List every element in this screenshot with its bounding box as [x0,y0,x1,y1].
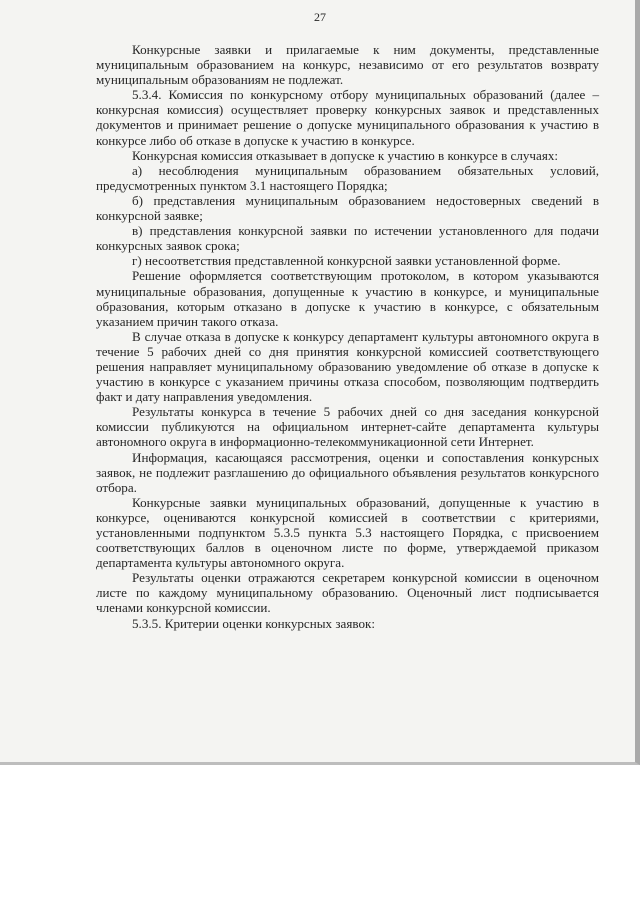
paragraph: в) представления конкурсной заявки по истечении установленного для подачи конкурсных заявок срока; [96,223,599,254]
paragraph: Конкурсная комиссия отказывает в допуске к участию в конкурсе в случаях: [132,147,559,163]
paragraph: Информация, касающаяся рассмотрения, оценки и сопоставления конкурсных заявок, не подлежит разглашению до официального объявления результатов конкурсного отбора. [96,449,599,495]
document-body [96,42,599,631]
paragraph: Результаты оценки отражаются секретарем конкурсной комиссии в оценочном листе по каждому муниципальному образованию. Оценочный лист подписывается членами конкурсной комиссии. [96,570,599,616]
paragraph: Конкурсные заявки и прилагаемые к ним документы, представленные муниципальным образованием на конкурс, независимо от его результатов возврату муниципальным образованиям не подлежат. [96,42,599,88]
blank-area [0,765,640,905]
page-number: 27 [314,10,326,24]
paragraph: Результаты конкурса в течение 5 рабочих дней со дня заседания конкурсной комиссии публикуются на официальном интернет-сайте департамента культуры автономного округа в информационно-телекоммуникационной сети Интернет. [96,404,599,450]
paragraph: а) несоблюдения муниципальным образованием обязательных условий, предусмотренных пунктом 3.1 настоящего Порядка; [96,162,599,193]
paragraph: Конкурсные заявки муниципальных образований, допущенные к участию в конкурсе, оцениваются конкурсной комиссией в соответствии с критериями, установленными подпунктом 5.3.5 пункта 5.3 настоящего Порядка, с присвоением соответствующих баллов в оценочном листе по форме, утверждаемой приказом департамента культуры автономного округа. [96,494,599,571]
paragraph: 5.3.5. Критерии оценки конкурсных заявок: [132,615,376,631]
paragraph: б) представления муниципальным образованием недостоверных сведений в конкурсной заявке; [96,192,599,224]
paragraph: В случае отказа в допуске к конкурсу департамент культуры автономного округа в течение 5 рабочих дней со дня принятия конкурсной комиссией соответствующего решения направляет муниципальному образованию уведомление об отказе в допуске к участию в конкурсе с указанием причины отказа способом, позволяющим подтвердить факт и дату направления уведомления. [96,328,599,405]
paragraph: г) несоответствия представленной конкурсной заявки установленной форме. [132,253,561,269]
paragraph: Решение оформляется соответствующим протоколом, в котором указываются муниципальные образования, допущенные к участию в конкурсе, и муниципальные образования, которым отказано в допуске к участию в конкурсе, с обязательным указанием причин такого отказа. [96,268,599,329]
paragraph: 5.3.4. Комиссия по конкурсному отбору муниципальных образований (далее – конкурсная комиссия) осуществляет проверку конкурсных заявок и представленных документов и принимает решение о допуске муниципального образования к участию в конкурсе либо об отказе в допуске к участию в конкурсе. [96,87,599,148]
